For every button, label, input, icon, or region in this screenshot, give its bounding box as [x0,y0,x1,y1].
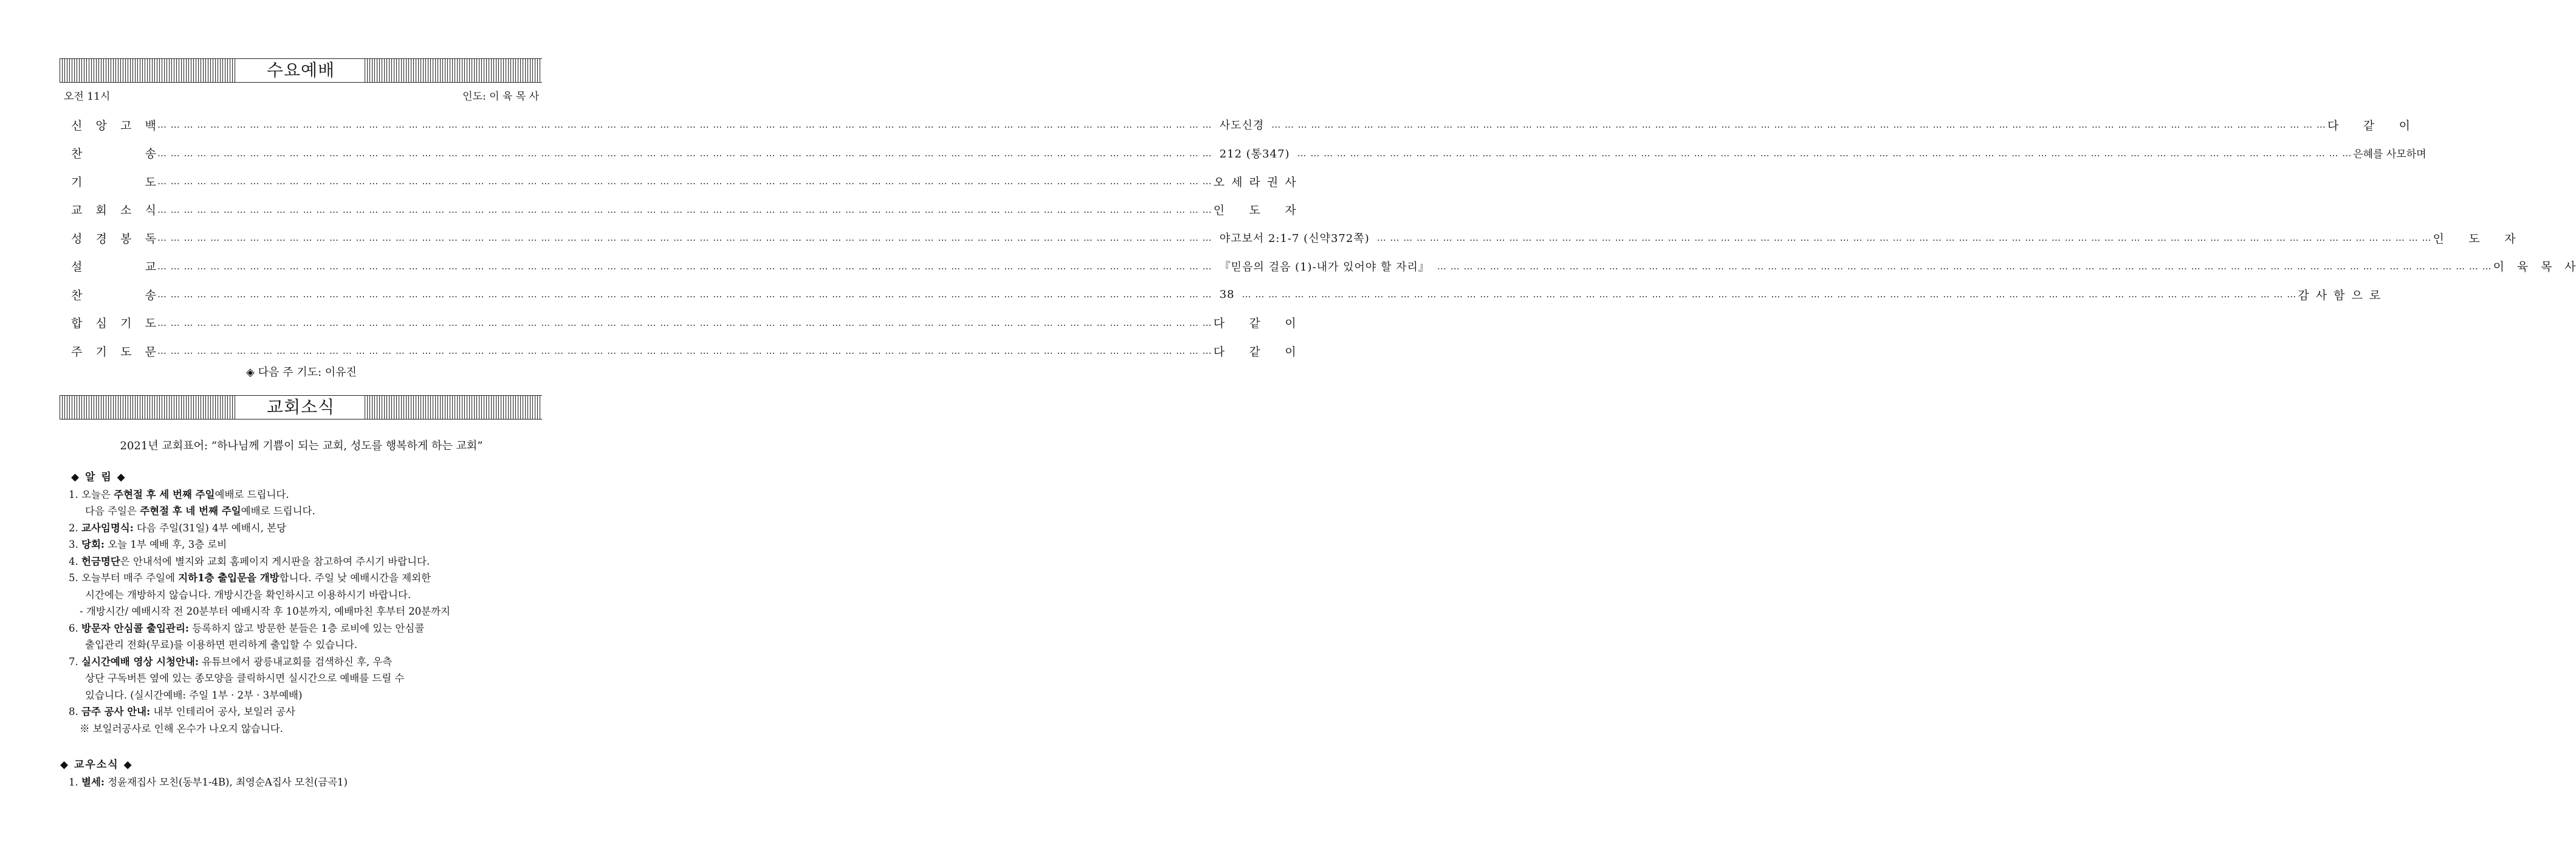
notice-4: 4. 헌금명단은 안내석에 별지와 교회 홈페이지 게시판을 참고하여 주시기 바랍니다. [69,555,430,567]
order-leader-dots: … … … … … … … … … … … … … … … … … … … … … … … … … … … … … … … … … … … … … … … … … … … … … … … … … … … … … … … … … … … … … … … … … … … … … … … … … … … … … … … … 사도신경 … … … … … … … … … … … … … … … … … … … … … … … … … … … … … … … … … … … … … … … … … … … … … … … … … … … … … … … … … … … … … … … … … … … … … … … … … … … … … … … … [156,117,2327,133]
order-row [71,337,1296,365]
order-leader-dots: … … … … … … … … … … … … … … … … … … … … … … … … … … … … … … … … … … … … … … … … … … … … … … … … … … … … … … … … … … … … … … … … … … … … … … … … … … … … … … … … 『믿음의 걸음 (1)-내가 있어야 할 자리』 … … … … … … … … … … … … … … … … … … … … … … … … … … … … … … … … … … … … … … … … … … … … … … … … … … … … … … … … … … … … … … … … … … … … … … … … … … … … … … … … [156,258,2493,274]
church-motto: 2021년 교회표어: “하나님께 기쁨이 되는 교회, 성도를 행복하게 하는 교회” [120,440,483,452]
order-row [71,224,2516,252]
order-item-responsible: 감 사 함 으 로 [2298,288,2381,302]
notice-7a: 7. 실시간예배 영상 시청안내: 유튜브에서 광릉내교회를 검색하신 후, 우측 [69,655,393,668]
order-item-label: 찬 송 [71,288,156,302]
worship-leader: 인도: 이 육 목 사 [462,91,539,103]
order-item-responsible: 이 육 목 사 [2493,260,2576,274]
order-item-label: 성 경 봉 독 [71,232,156,246]
order-row [71,139,2427,168]
order-leader-dots: … … … … … … … … … … … … … … … … … … … … … … … … … … … … … … … … … … … … … … … … … … … … … … … … … … … … … … … … … … … … … … … … … … … … … … … … … … … … … … … … [157,204,1212,215]
order-leader-dots: … … … … … … … … … … … … … … … … … … … … … … … … … … … … … … … … … … … … … … … … … … … … … … … … … … … … … … … … … … … … … … … … … … … … … … … … … … … … … … … … 38 … … … … … … … … … … … … … … … … … … … … … … … … … … … … … … … … … … … … … … … … … … … … … … … … … … … … … … … … … … … … … … … … … … … … … … … … … … … … … … … … [157,288,2297,301]
order-item-responsible: 다 같 이 [1213,345,1296,359]
order-leader-dots: … … … … … … … … … … … … … … … … … … … … … … … … … … … … … … … … … … … … … … … … … … … … … … … … … … … … … … … … … … … … … … … … … … … … … … … … … … … … … … … … 야고보서 2:1-7 (신약372쪽) … … … … … … … … … … … … … … … … … … … … … … … … … … … … … … … … … … … … … … … … … … … … … … … … … … … … … … … … … … … … … … … … … … … … … … … … … … … … … … … … [156,230,2433,246]
notices-heading: ◆ 알 림 ◆ [71,471,126,483]
notices-section [69,469,543,737]
order-row [71,280,2381,309]
notice-3: 3. 당회: 오늘 1부 예배 후, 3층 로비 [69,539,227,550]
order-item-responsible: 다 같 이 [1213,317,1296,331]
order-leader-dots: … … … … … … … … … … … … … … … … … … … … … … … … … … … … … … … … … … … … … … … … … … … … … … … … … … … … … … … … … … … … … … … … … … … … … … … … … … … … … … … … [157,345,1212,357]
member-news-1: 1. 별세: 정윤재집사 모친(동부1-4B), 최영순A집사 모친(금곡1) [69,776,348,788]
order-of-worship [71,111,2576,365]
worship-title: 수요예배 [237,59,365,82]
order-item-responsible: 다 같 이 [2327,119,2410,133]
order-item-detail: 『믿음의 걸음 (1)-내가 있어야 할 자리』 [1219,260,1430,274]
order-row [71,196,1296,224]
order-item-label: 합 심 기 도 [71,317,156,331]
notice-6b: 출입관리 전화(무료)를 이용하면 편리하게 출입할 수 있습니다. [85,639,358,651]
notice-7b: 상단 구독버튼 옆에 있는 종모양을 클릭하시면 실시간으로 예배를 드릴 수 [85,672,405,684]
members-heading: ◆ 교우소식 ◆ [60,759,133,771]
order-item-label: 주 기 도 문 [71,345,156,359]
notice-8a: 8. 금주 공사 안내: 내부 인테리어 공사, 보일러 공사 [69,706,295,717]
order-row [71,309,1296,337]
news-title: 교회소식 [237,396,365,419]
order-item-responsible: 은혜를 사모하며 [2353,148,2427,161]
notice-6a: 6. 방문자 안심콜 출입관리: 등록하지 않고 방문한 분들은 1층 로비에 있는 안심콜 [69,622,425,634]
banner-hatch-left [60,396,237,419]
order-row [71,167,1296,196]
order-row [71,252,2576,281]
notice-5a: 5. 오늘부터 매주 주일에 지하1층 출입문을 개방합니다. 주일 낮 예배시간을 제외한 [69,572,431,584]
order-row [71,111,2410,139]
banner-hatch-right [365,59,542,82]
order-item-detail: 212 (통347) [1219,147,1290,161]
banner-hatch-left [60,59,237,82]
notice-1b: 다음 주일은 주현절 후 네 번째 주일예배로 드립니다. [85,505,315,517]
order-item-label: 찬 송 [71,147,156,161]
order-item-label: 교 회 소 식 [71,204,156,218]
notice-5b: 시간에는 개방하지 않습니다. 개방시간을 확인하시고 이용하시기 바랍니다. [85,589,411,601]
members-section [60,757,543,790]
order-leader-dots: … … … … … … … … … … … … … … … … … … … … … … … … … … … … … … … … … … … … … … … … … … … … … … … … … … … … … … … … … … … … … … … … … … … … … … … … … … … … … … … … [157,176,1212,187]
worship-banner [60,58,542,83]
order-item-responsible: 인 도 자 [1213,204,1296,218]
order-item-detail: 38 [1219,288,1235,301]
order-item-label: 기 도 [71,175,156,189]
order-item-detail: 야고보서 2:1-7 (신약372쪽) [1219,232,1370,246]
order-item-responsible: 오 세 라 권 사 [1213,175,1296,189]
notice-8b: ※ 보일러공사로 인해 온수가 나오지 않습니다. [80,722,283,734]
banner-hatch-right [365,396,542,419]
next-prayer: ◈ 다음 주 기도: 이유진 [246,366,357,379]
news-banner [60,395,542,420]
notice-1a: 1. 오늘은 주현절 후 세 번째 주일예배로 드립니다. [69,488,289,500]
order-item-label: 설 교 [71,260,156,274]
notice-2: 2. 교사임명식: 다음 주일(31일) 4부 예배시, 본당 [69,522,286,534]
worship-time: 오전 11시 [64,91,111,103]
order-item-label: 신 앙 고 백 [71,119,156,133]
order-item-detail: 사도신경 [1219,119,1265,133]
notice-5c: - 개방시간/ 예배시작 전 20분부터 예배시작 후 10분까지, 예배마친 후부터 20분까지 [80,606,450,617]
worship-meta [64,88,539,103]
order-leader-dots: … … … … … … … … … … … … … … … … … … … … … … … … … … … … … … … … … … … … … … … … … … … … … … … … … … … … … … … … … … … … … … … … … … … … … … … … … … … … … … … … 212 (통347) … … … … … … … … … … … … … … … … … … … … … … … … … … … … … … … … … … … … … … … … … … … … … … … … … … … … … … … … … … … … … … … … … … … … … … … … … … … … … … … … [156,145,2353,161]
order-leader-dots: … … … … … … … … … … … … … … … … … … … … … … … … … … … … … … … … … … … … … … … … … … … … … … … … … … … … … … … … … … … … … … … … … … … … … … … … … … … … … … … … [157,317,1212,328]
notice-7c: 있습니다. (실시간예배: 주일 1부 · 2부 · 3부예배) [85,689,303,701]
order-item-responsible: 인 도 자 [2433,232,2516,246]
